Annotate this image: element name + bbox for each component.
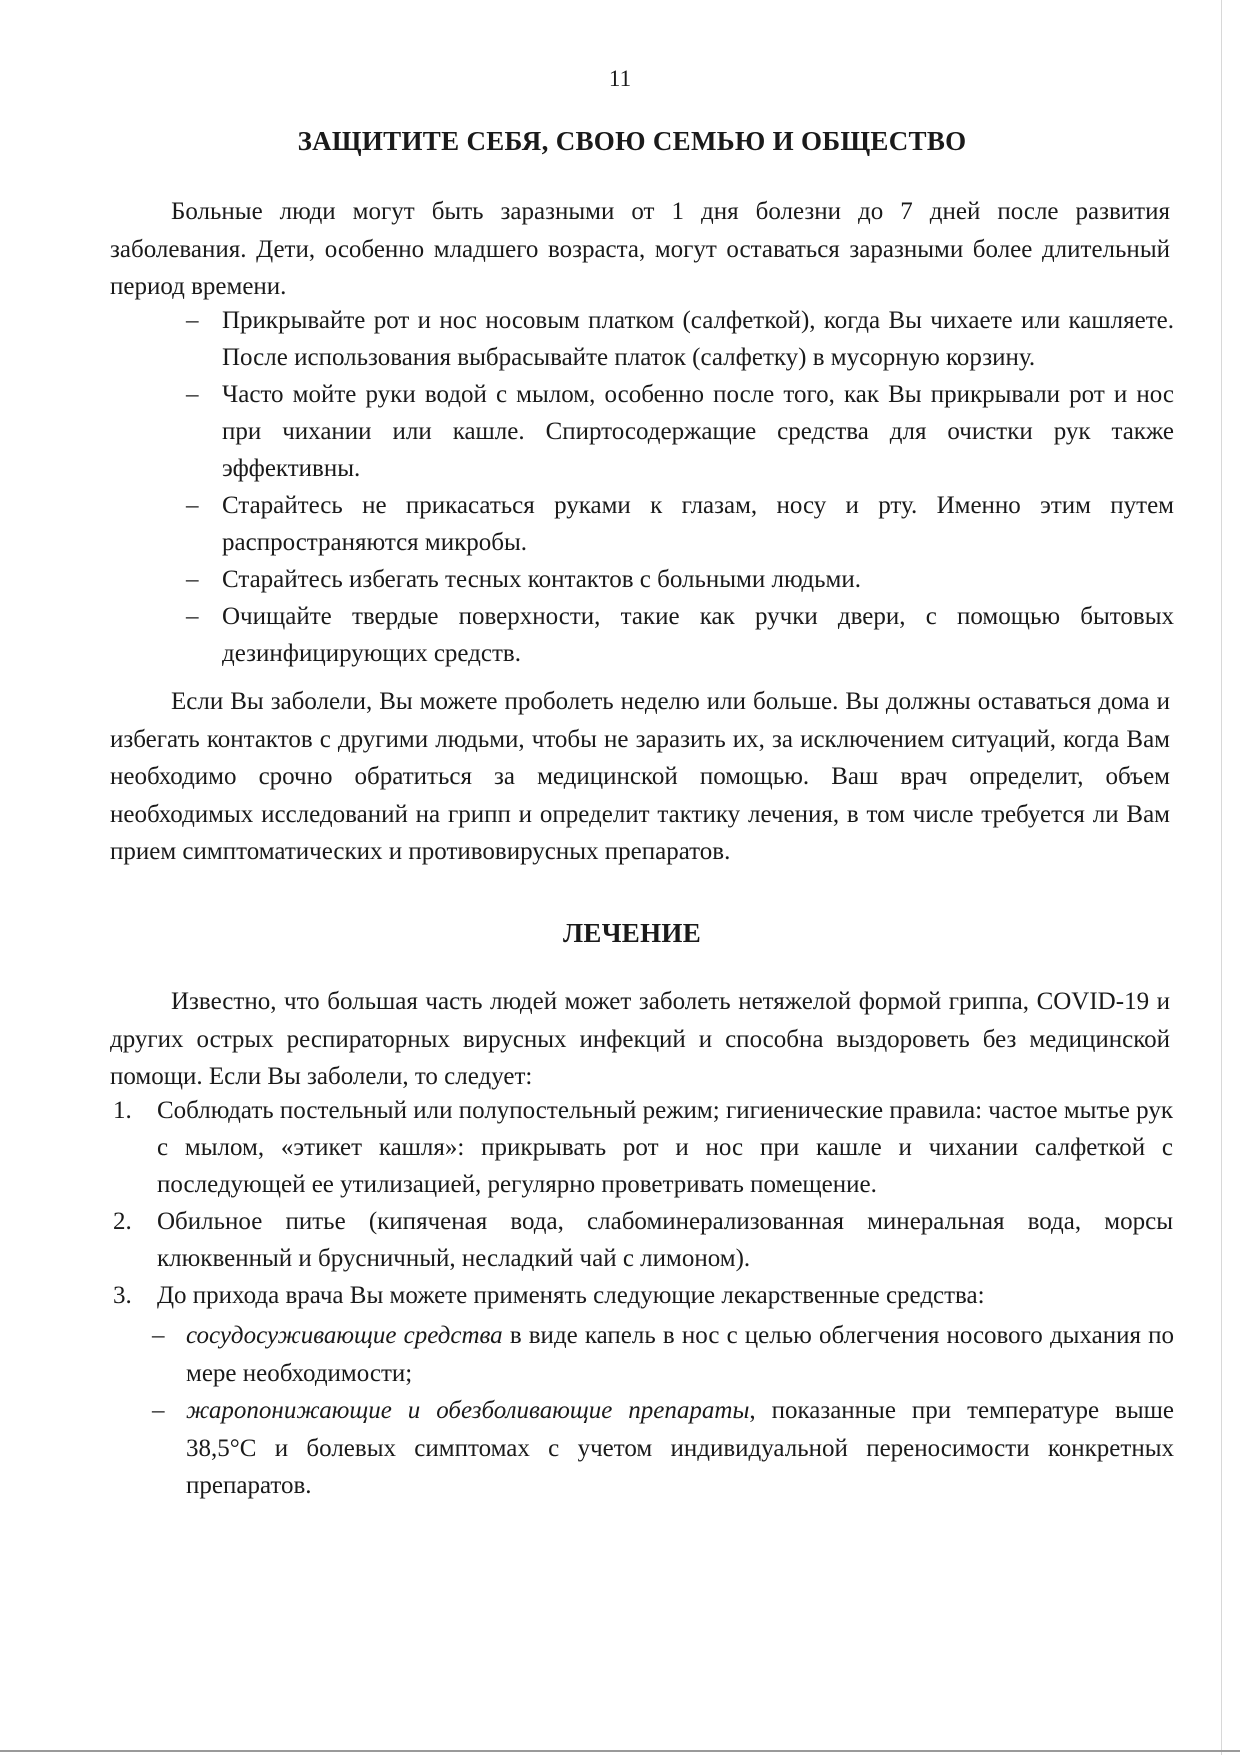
numbered-item <box>113 1092 1173 1203</box>
dash-bullet: – <box>186 307 199 334</box>
paragraph-treatment-intro: Известно, что большая часть людей может заболеть нетяжелой формой гриппа, COVID-19 и других острых респираторных вирусных инфекций и способна выздороветь без медицинской помощи. Если Вы заболели, то следует: <box>110 988 1170 1090</box>
dash-bullet: – <box>186 492 199 519</box>
numbered-item-text: Соблюдать постельный или полупостельный режим; гигиенические правила: частое мытье рук с мылом, «этикет кашля»: прикрывать рот и нос при кашле и чихании салфеткой с последующей ее утилизацией, регулярно проветривать помещение. <box>157 1097 1173 1198</box>
dash-bullet: – <box>152 1397 165 1424</box>
dash-bullet: – <box>186 381 199 408</box>
list-item-text: Очищайте твердые поверхности, такие как ручки двери, с помощью бытовых дезинфицирующих средств. <box>222 603 1174 667</box>
paragraph-contagious-period: Больные люди могут быть заразными от 1 дня болезни до 7 дней после развития заболевания. Дети, особенно младшего возраста, могут оставаться заразными более длительный период времени. <box>110 198 1170 300</box>
item-number: 2. <box>113 1208 132 1235</box>
medication-description: , показанные при температуре выше 38,5°С и болевых симптомах с учетом индивидуальной переносимости конкретных препаратов. <box>186 1397 1174 1499</box>
paragraph-if-sick: Если Вы заболели, Вы можете проболеть неделю или больше. Вы должны оставаться дома и избегать контактов с другими людьми, чтобы не заразить их, за исключением ситуаций, когда Вам необходимо срочно обратиться за медицинской помощью. Ваш врач определит, объем необходимых исследований на грипп и определит тактику лечения, в том числе требуется ли Вам прием симптоматических и противовирусных препаратов. <box>110 688 1170 865</box>
dash-bullet: – <box>186 566 199 593</box>
dash-bullet: – <box>186 603 199 630</box>
item-number: 3. <box>113 1282 132 1309</box>
section-title-treatment: ЛЕЧЕНИЕ <box>562 918 702 948</box>
numbered-item-text: До прихода врача Вы можете применять следующие лекарственные средства: <box>157 1282 985 1309</box>
medication-list <box>152 1317 1174 1505</box>
prevention-list <box>186 302 1174 672</box>
medication-description: в виде капель в нос с целью облегчения носового дыхания по мере необходимости; <box>186 1322 1174 1387</box>
sub-list-item <box>152 1392 1174 1505</box>
list-item-text: Прикрывайте рот и нос носовым платком (салфеткой), когда Вы чихаете или кашляете. После использования выбрасывайте платок (салфетку) в мусорную корзину. <box>222 307 1174 371</box>
item-number: 1. <box>113 1097 132 1124</box>
list-item <box>186 376 1174 487</box>
treatment-list <box>113 1092 1173 1314</box>
sub-list-item <box>152 1317 1174 1392</box>
section-title-protect: ЗАЩИТИТЕ СЕБЯ, СВОЮ СЕМЬЮ И ОБЩЕСТВО <box>297 126 967 156</box>
list-item <box>186 302 1174 376</box>
medication-term: жаропонижающие и обезболивающие препараты <box>186 1397 750 1424</box>
scan-edge-right <box>1221 0 1222 1755</box>
list-item-text: Часто мойте руки водой с мылом, особенно после того, как Вы прикрывали рот и нос при чихании или кашле. Спиртосодержащие средства для очистки рук также эффективны. <box>222 381 1174 482</box>
list-item-text: Старайтесь не прикасаться руками к глазам, носу и рту. Именно этим путем распространяются микробы. <box>222 492 1174 556</box>
list-item <box>186 487 1174 561</box>
numbered-item <box>113 1203 1173 1277</box>
dash-bullet: – <box>152 1322 165 1349</box>
list-item <box>186 598 1174 672</box>
numbered-item <box>113 1277 1173 1314</box>
numbered-item-text: Обильное питье (кипяченая вода, слабоминерализованная минеральная вода, морсы клюквенный и брусничный, несладкий чай с лимоном). <box>157 1208 1173 1272</box>
list-item-text: Старайтесь избегать тесных контактов с больными людьми. <box>222 566 861 593</box>
page-number: 11 <box>608 66 632 91</box>
list-item <box>186 561 1174 598</box>
scan-edge-bottom <box>0 1750 1240 1752</box>
medication-term: сосудосуживающие средства <box>186 1322 503 1349</box>
